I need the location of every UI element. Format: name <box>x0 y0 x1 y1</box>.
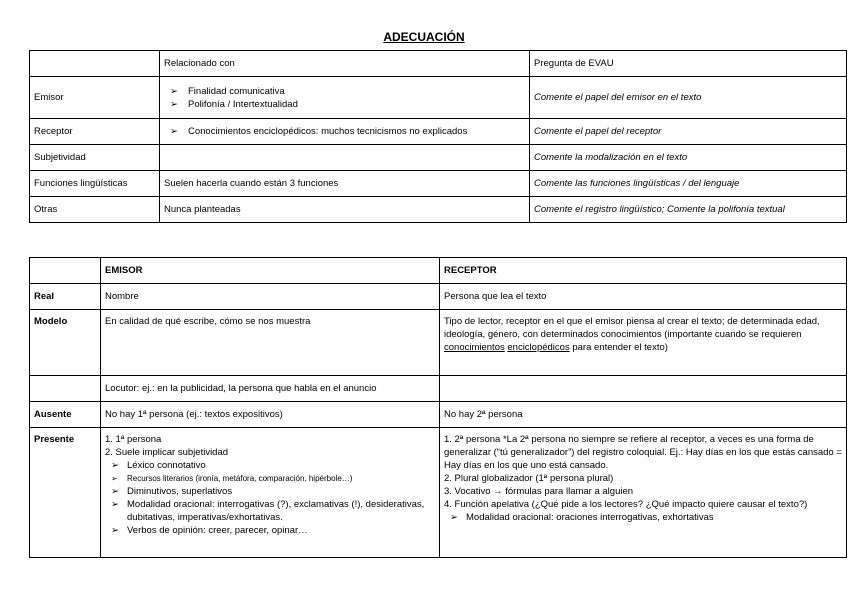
receptor-cell <box>440 310 847 376</box>
row-label: Ausente <box>30 402 101 428</box>
row-related: Suelen hacerla cuando están 3 funciones <box>160 171 530 197</box>
row-label: Modelo <box>30 310 101 376</box>
receptor-text: Tipo de lector, receptor en el que el emisor piensa al crear el texto; de determinada edad, ideología, género, con determinados conocimientos (importante cuando se requieren <box>444 316 820 340</box>
emisor-cell <box>101 428 440 558</box>
list-item: 2. Plural globalizador (1ª persona plural) <box>444 473 614 484</box>
table-row <box>30 376 847 402</box>
emisor-cell: No hay 1ª persona (ej.: textos expositivos) <box>101 402 440 428</box>
row-related <box>160 119 530 145</box>
row-related <box>160 77 530 119</box>
list-item: ➢ Conocimientos enciclopédicos: muchos tecnicismos no explicados <box>164 125 525 138</box>
page-title: ADECUACIÓN <box>383 30 465 44</box>
list-item: 1. 2ª persona *La 2ª persona no siempre se refiere al receptor, a veces es una forma de generalizar (“tú generalizador”) del registro coloquial. Ej.: Hay días en los que estás cansado = Hay días en los que uno está cansado. <box>444 434 842 471</box>
list-item: ➢ Finalidad comunicativa <box>164 85 525 98</box>
table-row <box>30 171 847 197</box>
list-item: 4. Función apelativa (¿Qué pide a los lectores? ¿Qué impacto quiere causar el texto?) <box>444 499 808 510</box>
table-row <box>30 197 847 223</box>
row-label: Emisor <box>30 77 160 119</box>
list-item: 2. Suele implicar subjetividad <box>105 447 229 458</box>
header-question: Pregunta de EVAU <box>530 51 847 77</box>
row-label: Receptor <box>30 119 160 145</box>
row-related: Nunca planteadas <box>160 197 530 223</box>
row-label: Otras <box>30 197 160 223</box>
list-item: ➢ Polifonía / Intertextualidad <box>164 98 525 111</box>
list-item: ➢ Modalidad oracional: interrogativas (?), exclamativas (!), desiderativas, dubitativas, imperativas/exhortativas. <box>105 498 435 524</box>
header-related: Relacionado con <box>160 51 530 77</box>
row-related <box>160 145 530 171</box>
row-label: Presente <box>30 428 101 558</box>
list-item: ➢ Léxico connotativo <box>105 459 435 472</box>
list-item: 1. 1ª persona <box>105 434 162 445</box>
receptor-cell <box>440 376 847 402</box>
row-label: Subjetividad <box>30 145 160 171</box>
row-label: Real <box>30 284 101 310</box>
emisor-receptor-table <box>29 257 847 558</box>
list-item: ➢ Diminutivos, superlativos <box>105 485 435 498</box>
header-cell <box>30 258 101 284</box>
row-question: Comente el registro lingüístico; Comente la polifonía textual <box>530 197 847 223</box>
row-question: Comente el papel del emisor en el texto <box>530 77 847 119</box>
receptor-cell: Persona que lea el texto <box>440 284 847 310</box>
list-item: ➢ Modalidad oracional: oraciones interrogativas, exhortativas <box>444 511 842 524</box>
row-question: Comente el papel del receptor <box>530 119 847 145</box>
header-emisor: EMISOR <box>101 258 440 284</box>
receptor-cell <box>440 428 847 558</box>
table-row <box>30 145 847 171</box>
table-row <box>30 284 847 310</box>
table-row <box>30 77 847 119</box>
emisor-cell: En calidad de qué escribe, cómo se nos muestra <box>101 310 440 376</box>
table-row <box>30 402 847 428</box>
table-row <box>30 310 847 376</box>
table-row <box>30 119 847 145</box>
table-row <box>30 428 847 558</box>
receptor-text: para entender el texto) <box>569 342 668 353</box>
list-item: ➢ Verbos de opinión: creer, parecer, opinar… <box>105 524 435 537</box>
header-cell <box>30 51 160 77</box>
row-label: Funciones lingüísticas <box>30 171 160 197</box>
row-question: Comente las funciones lingüísticas / del lenguaje <box>530 171 847 197</box>
header-receptor: RECEPTOR <box>440 258 847 284</box>
row-question: Comente la modalización en el texto <box>530 145 847 171</box>
emisor-cell: Locutor: ej.: en la publicidad, la persona que habla en el anuncio <box>101 376 440 402</box>
underlined-word: conocimientos <box>444 342 505 353</box>
emisor-cell: Nombre <box>101 284 440 310</box>
table-header-row <box>30 51 847 77</box>
receptor-cell: No hay 2ª persona <box>440 402 847 428</box>
table-header-row <box>30 258 847 284</box>
list-item: 3. Vocativo → fórmulas para llamar a alguien <box>444 486 634 497</box>
underlined-word: enciclopédicos <box>507 342 570 353</box>
list-item: ➢ Recursos literarios (ironía, metáfora, comparación, hipérbole…) <box>105 472 435 485</box>
row-label <box>30 376 101 402</box>
evau-table <box>29 50 847 223</box>
